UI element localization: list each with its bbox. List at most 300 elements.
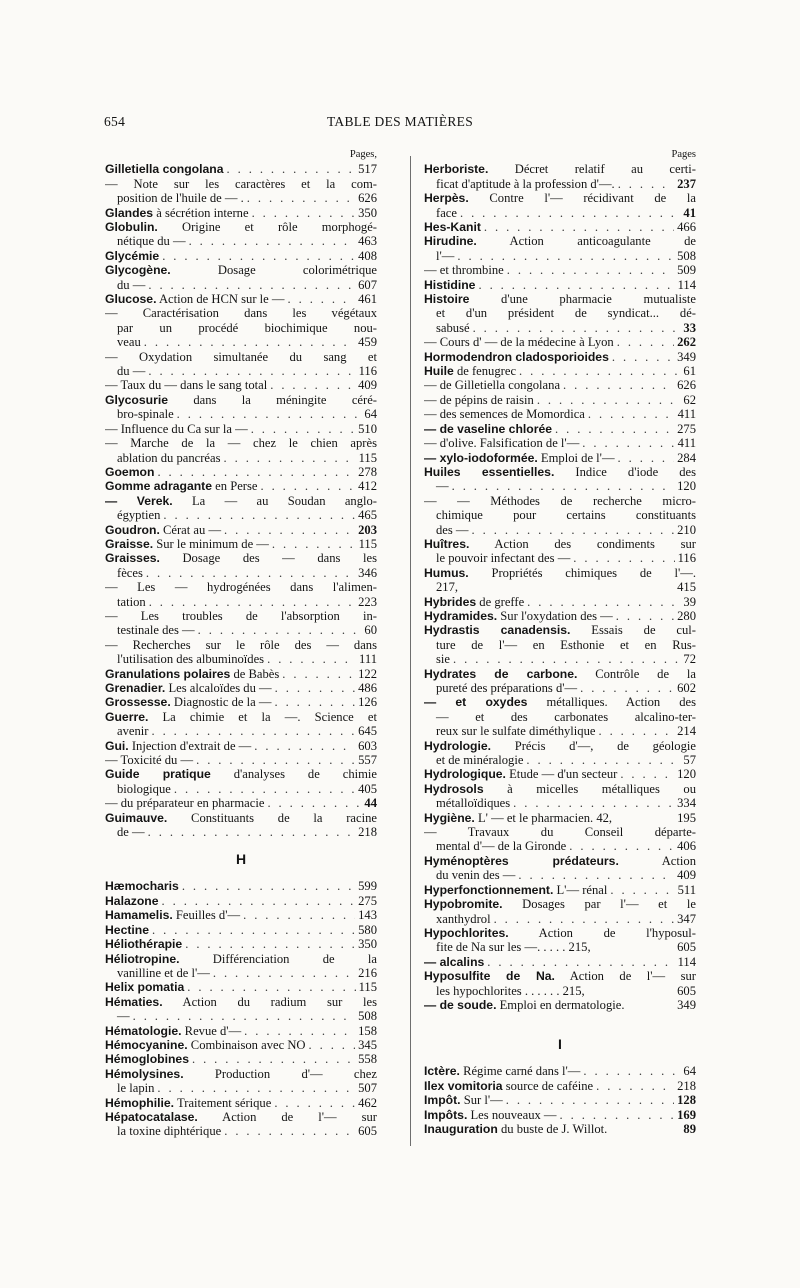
index-column-left: [105, 148, 377, 1139]
entry-text: La — au Soudan anglo-: [172, 493, 377, 508]
entry-line: [424, 782, 696, 796]
entry-text: Action de HCN sur le —: [156, 292, 285, 307]
entry-line: [105, 825, 377, 839]
entry-text-wrap: [117, 724, 148, 738]
dot-leader: [182, 879, 355, 893]
entry-keyword: Hématologie.: [105, 1023, 182, 1038]
entry-text: de Babès: [230, 666, 280, 681]
entry-keyword: Glycosurie: [105, 392, 168, 407]
entry-keyword: Héliothérapie: [105, 937, 183, 952]
index-entry: [424, 1093, 696, 1107]
index-entry: [424, 897, 696, 926]
index-entry: [105, 739, 377, 753]
entry-text-wrap: [436, 479, 449, 493]
entry-line: [105, 782, 377, 796]
entry-keyword: Helix pomatia: [105, 980, 185, 995]
entry-keyword: Graisses.: [105, 551, 160, 566]
entry-line: [105, 1009, 377, 1023]
index-entry: [105, 220, 377, 249]
entry-text-wrap: [436, 984, 585, 998]
entry-line: [105, 220, 377, 234]
entry-keyword: Herboriste.: [424, 162, 489, 177]
index-entry: [105, 263, 377, 292]
entry-text-wrap: [117, 652, 264, 666]
page-ref: 89: [683, 1121, 696, 1136]
entry-line: [105, 879, 377, 893]
entry-line: [105, 1124, 377, 1138]
entry-line: [424, 1079, 696, 1093]
entry-text-wrap: [117, 451, 221, 465]
index-entry: [424, 335, 696, 349]
dot-leader: [177, 407, 362, 421]
entry-text-wrap: [105, 537, 269, 551]
entry-text-wrap: [105, 422, 248, 436]
entry-keyword: Histoire: [424, 292, 470, 307]
page-ref: 350: [358, 205, 377, 220]
entry-text-wrap: [424, 451, 615, 465]
index-entry: [424, 767, 696, 781]
entry-keyword: Granulations polaires: [105, 666, 231, 681]
entry-text: Régime carné dans l'—: [459, 1064, 581, 1079]
entry-keyword: Ictère.: [424, 1064, 460, 1079]
entry-keyword: Histidine: [424, 277, 476, 292]
dot-leader: [267, 652, 356, 666]
entry-text: — Cours d' — de la médecine à Lyon: [424, 335, 614, 350]
entry-text: testinale des —: [117, 623, 195, 638]
index-entry: [424, 695, 696, 738]
entry-keyword: Hydramides.: [424, 608, 498, 623]
dot-leader: [618, 177, 674, 191]
entry-text: Action anticoagulante de: [476, 234, 696, 249]
entry-keyword: Inauguration: [424, 1121, 498, 1136]
page-ref: 408: [358, 248, 377, 263]
entry-line: [105, 407, 377, 421]
entry-text: Constituants de la racine: [167, 810, 377, 825]
entry-keyword: Impôts.: [424, 1107, 468, 1122]
page-ref: 334: [677, 796, 696, 811]
index-entry: [424, 1079, 696, 1093]
entry-text-wrap: [105, 249, 159, 263]
index-entry: [105, 638, 377, 667]
index-entry: [105, 952, 377, 981]
page-ref: 57: [683, 753, 696, 768]
entry-line: [424, 580, 696, 594]
entry-text: — Note sur les caractères et la com-: [105, 176, 377, 191]
entry-line: [105, 537, 377, 551]
entry-text: — d'olive. Falsification de l'—: [424, 436, 580, 451]
page-ref: 115: [358, 450, 377, 465]
page-ref: 218: [358, 825, 377, 840]
index-entry: [105, 811, 377, 840]
entry-text: des —: [436, 522, 469, 537]
entry-text: La chimie et la —. Science et: [148, 709, 377, 724]
entry-text-wrap: [436, 753, 523, 767]
entry-text: d'une pharmacie mutualiste: [469, 292, 696, 307]
entry-keyword: — xylo-iodoformée.: [424, 450, 538, 465]
entry-line: [105, 566, 377, 580]
page-ref: 558: [358, 1052, 377, 1067]
index-entry: [424, 191, 696, 220]
entry-line: [424, 681, 696, 695]
entry-text: en Perse: [212, 479, 258, 494]
entry-line: [105, 695, 377, 709]
entry-text-wrap: [424, 263, 504, 277]
entry-text: chimique pour certains constituants: [436, 508, 696, 523]
entry-text: Origine et rôle morphogé-: [157, 220, 377, 235]
dot-leader: [610, 883, 674, 897]
running-title: TABLE DES MATIÈRES: [326, 114, 474, 129]
page-ref: 346: [358, 565, 377, 580]
entry-line: [105, 393, 377, 407]
index-entry: [105, 923, 377, 937]
entry-text: ture de l'— en Esthonie et en Rus-: [436, 637, 696, 652]
page-ref: 599: [358, 879, 377, 894]
entry-text-wrap: [105, 753, 193, 767]
entry-text-wrap: [105, 879, 179, 893]
page-ref: 602: [677, 681, 696, 696]
entry-text: fite de Na sur les —. . . . . 215,: [436, 940, 591, 955]
page-ref: 278: [358, 464, 377, 479]
entry-text-wrap: [436, 796, 510, 810]
entry-keyword: Hes-Kanit: [424, 220, 481, 235]
entry-line: [424, 278, 696, 292]
entry-text: Sur le minimum de —: [153, 536, 269, 551]
page-ref: 44: [364, 796, 377, 811]
dot-leader: [457, 249, 674, 263]
entry-text: Décret relatif au certi-: [488, 162, 696, 177]
page-ref: 33: [683, 320, 696, 335]
page-ref: 605: [677, 940, 696, 955]
page-ref: 462: [358, 1095, 377, 1110]
entry-line: [105, 335, 377, 349]
index-entry: [424, 1108, 696, 1122]
entry-keyword: Gilletiella congolana: [105, 162, 224, 177]
entry-line: [105, 652, 377, 666]
dot-leader: [151, 724, 355, 738]
entry-text-wrap: [436, 321, 470, 335]
entry-line: [424, 811, 696, 825]
entry-text: à micelles métalliques ou: [483, 781, 696, 796]
entry-line: [105, 923, 377, 937]
index-entry: [424, 667, 696, 696]
index-entry: [105, 767, 377, 796]
entry-keyword: Hématies.: [105, 994, 163, 1009]
entry-line: [424, 537, 696, 551]
entry-text-wrap: [105, 695, 271, 709]
index-entry: [424, 955, 696, 969]
index-entry: [424, 623, 696, 666]
entry-text-wrap: [424, 378, 560, 392]
entry-line: [105, 451, 377, 465]
page-ref: 557: [358, 753, 377, 768]
entry-keyword: — alcalins: [424, 954, 485, 969]
index-entry: [105, 894, 377, 908]
section-letter: H: [235, 851, 247, 868]
index-entry: [105, 350, 377, 379]
dot-leader: [573, 551, 674, 565]
entry-text: Injection d'extrait de —: [128, 738, 252, 753]
page-ref: 60: [364, 623, 377, 638]
dot-leader: [189, 234, 356, 248]
column-divider: [410, 156, 411, 1146]
entry-keyword: Hypochlorites.: [424, 925, 509, 940]
page-ref: 218: [677, 1078, 696, 1093]
dot-leader: [148, 364, 355, 378]
page-ref: 262: [677, 335, 696, 350]
entry-line: [424, 897, 696, 911]
entry-text-wrap: [117, 1124, 221, 1138]
index-entry: [424, 1064, 696, 1078]
entry-keyword: Hydrosols: [424, 781, 484, 796]
entry-line: [424, 940, 696, 954]
entry-text: reux sur le sulfate diméthylique: [436, 724, 596, 739]
entry-text-wrap: [424, 1122, 607, 1136]
entry-text-wrap: [424, 811, 612, 825]
entry-line: [424, 191, 696, 205]
entry-line: [105, 436, 377, 450]
dot-leader: [192, 1052, 355, 1066]
entry-line: [105, 724, 377, 738]
entry-line: [424, 551, 696, 565]
index-entry: [105, 937, 377, 951]
entry-line: [105, 739, 377, 753]
entry-line: [424, 1108, 696, 1122]
page-ref: 143: [358, 908, 377, 923]
dot-leader: [243, 908, 355, 922]
pages-label: Pages: [671, 149, 696, 160]
entry-text: Sur l'oxydation des —: [497, 608, 613, 623]
entry-keyword: Hémolysines.: [105, 1066, 184, 1081]
entry-text: le pouvoir infectant des —: [436, 551, 571, 566]
index-entry: [105, 995, 377, 1024]
dot-leader: [460, 206, 680, 220]
entry-text: Action de l'— sur: [554, 969, 696, 984]
entry-line: [424, 479, 696, 493]
index-entry: [105, 162, 377, 176]
entry-line: [424, 407, 696, 421]
entry-text: xanthydrol: [436, 911, 491, 926]
entry-line: [424, 306, 696, 320]
entry-line: [105, 321, 377, 335]
entry-keyword: Héliotropine.: [105, 951, 180, 966]
entry-line: [424, 710, 696, 724]
entry-text: biologique: [117, 781, 171, 796]
entry-text: — de pépins de raisin: [424, 392, 534, 407]
dot-leader: [596, 1079, 674, 1093]
entry-text: Dosage des — dans les: [159, 551, 377, 566]
dot-leader: [453, 652, 680, 666]
entry-text-wrap: [424, 220, 481, 234]
entry-line: [105, 1038, 377, 1052]
entry-line: [105, 710, 377, 724]
entry-keyword: Hybrides: [424, 594, 477, 609]
dot-leader: [149, 595, 355, 609]
entry-keyword: Hygiène.: [424, 810, 475, 825]
entry-line: [424, 667, 696, 681]
entry-text: du buste de J. Willot.: [497, 1121, 608, 1136]
entry-text-wrap: [436, 580, 458, 594]
dot-leader: [507, 263, 674, 277]
page-ref: 115: [358, 980, 377, 995]
entry-line: [424, 364, 696, 378]
entry-line: [424, 220, 696, 234]
entry-text: pureté des préparations d'—: [436, 681, 578, 696]
entry-line: [105, 580, 377, 594]
entry-text: métalloïdiques: [436, 796, 511, 811]
entry-line: [105, 1096, 377, 1110]
entry-text: Différenciation de la: [179, 951, 377, 966]
page-ref: 111: [359, 652, 377, 667]
entry-line: [424, 912, 696, 926]
entry-line: [105, 523, 377, 537]
entry-keyword: Hormodendron cladosporioides: [424, 349, 609, 364]
entry-keyword: Hydrates de carbone.: [424, 666, 578, 681]
entry-line: [424, 883, 696, 897]
page-ref: 517: [358, 162, 377, 177]
page-ref: 116: [358, 364, 377, 379]
entry-text: Les nouveaux —: [467, 1107, 557, 1122]
page-ref: 350: [358, 937, 377, 952]
entry-text: — Travaux du Conseil départe-: [424, 825, 696, 840]
entry-text-wrap: [424, 883, 607, 897]
entry-text-wrap: [424, 955, 484, 969]
dot-leader: [288, 292, 356, 306]
index-entry: [105, 393, 377, 422]
entry-text: Dosage colorimétrique: [170, 263, 377, 278]
entry-line: [105, 638, 377, 652]
page-ref: 284: [677, 450, 696, 465]
entry-text: les hypochlorites . . . . . . 215,: [436, 983, 585, 998]
entry-line: [424, 566, 696, 580]
entry-line: [424, 638, 696, 652]
index-entry: [424, 782, 696, 811]
index-entry: [424, 1122, 696, 1136]
entry-line: [105, 234, 377, 248]
entry-text: Les alcaloïdes du —: [165, 681, 272, 696]
entry-text: Emploi en dermatologie.: [496, 997, 625, 1012]
entry-text: du —: [117, 277, 146, 292]
dot-leader: [616, 609, 674, 623]
page-ref: 511: [677, 882, 696, 897]
entry-text-wrap: [424, 1093, 503, 1107]
index-entry: [105, 249, 377, 263]
entry-text: tation: [117, 594, 146, 609]
entry-text: du venin des —: [436, 868, 516, 883]
index-entry: [424, 998, 696, 1012]
entry-text: Précis d'—, de géologie: [491, 738, 696, 753]
page-ref: 210: [677, 522, 696, 537]
entry-text-wrap: [424, 364, 516, 378]
entry-line: [424, 955, 696, 969]
entry-line: [105, 667, 377, 681]
page-ref: 626: [677, 378, 696, 393]
entry-text-wrap: [436, 206, 457, 220]
dot-leader: [618, 451, 675, 465]
entry-text: Revue d'—: [181, 1023, 242, 1038]
dot-leader: [174, 782, 355, 796]
dot-leader: [163, 508, 355, 522]
entry-text: Indice d'iode des: [554, 464, 696, 479]
page-ref: 223: [358, 594, 377, 609]
entry-text-wrap: [424, 595, 524, 609]
index-entry: [424, 451, 696, 465]
entry-keyword: — Verek.: [105, 493, 173, 508]
entry-line: [424, 465, 696, 479]
entry-keyword: Hirudine.: [424, 234, 477, 249]
dot-leader: [569, 839, 674, 853]
dot-leader: [620, 767, 674, 781]
dot-leader: [270, 378, 355, 392]
entry-line: [105, 966, 377, 980]
entry-keyword: Halazone: [105, 893, 159, 908]
page-ref: 580: [358, 922, 377, 937]
entry-line: [105, 551, 377, 565]
entry-line: [105, 1081, 377, 1095]
pages-label: Pages,: [349, 149, 377, 160]
entry-text-wrap: [117, 407, 174, 421]
entry-text-wrap: [436, 652, 450, 666]
entry-text: Contrôle de la: [577, 666, 696, 681]
entry-text-wrap: [117, 782, 171, 796]
entry-keyword: Glycémie: [105, 248, 160, 263]
index-entry: [424, 263, 696, 277]
index-entry: [424, 883, 696, 897]
entry-text: bro-spinale: [117, 407, 174, 422]
dot-leader: [196, 753, 355, 767]
page-ref: 64: [364, 407, 377, 422]
entry-text-wrap: [436, 839, 566, 853]
index-entry: [105, 879, 377, 893]
page-ref: 405: [358, 781, 377, 796]
entry-text-wrap: [105, 980, 184, 994]
page-ref: 214: [677, 724, 696, 739]
dot-leader: [484, 220, 674, 234]
page-ref: 459: [358, 335, 377, 350]
dot-leader: [282, 667, 355, 681]
entry-text-wrap: [117, 566, 143, 580]
entry-text: Production d'— chez: [183, 1066, 377, 1081]
entry-line: [424, 378, 696, 392]
entry-keyword: Glycogène.: [105, 263, 171, 278]
entry-text: Contre l'— récidivant de la: [468, 191, 696, 206]
entry-text-wrap: [105, 796, 264, 810]
index-entry: [105, 1038, 377, 1052]
page-ref: 465: [358, 508, 377, 523]
entry-text: — du préparateur en pharmacie: [105, 796, 265, 811]
entry-text: le lapin: [117, 1081, 155, 1096]
index-entry: [105, 667, 377, 681]
entry-keyword: Grossesse.: [105, 695, 171, 710]
entry-text: dans la méningite céré-: [168, 392, 377, 407]
entry-keyword: Hyposulfite de Na.: [424, 969, 555, 984]
entry-line: [424, 451, 696, 465]
entry-keyword: Gui.: [105, 738, 129, 753]
dot-leader: [162, 249, 355, 263]
entry-text: la toxine diphtérique: [117, 1124, 222, 1139]
index-entry: [105, 378, 377, 392]
entry-keyword: Huiles essentielles.: [424, 464, 555, 479]
entry-keyword: Hydrastis canadensis.: [424, 623, 571, 638]
entry-text: avenir: [117, 724, 149, 739]
entry-text: Action: [618, 853, 696, 868]
entry-text-wrap: [105, 908, 240, 922]
index-entry: [105, 436, 377, 465]
index-entry: [105, 681, 377, 695]
entry-keyword: — de soude.: [424, 997, 497, 1012]
entry-text-wrap: [436, 177, 615, 191]
page-ref: 508: [677, 248, 696, 263]
entry-line: [424, 263, 696, 277]
